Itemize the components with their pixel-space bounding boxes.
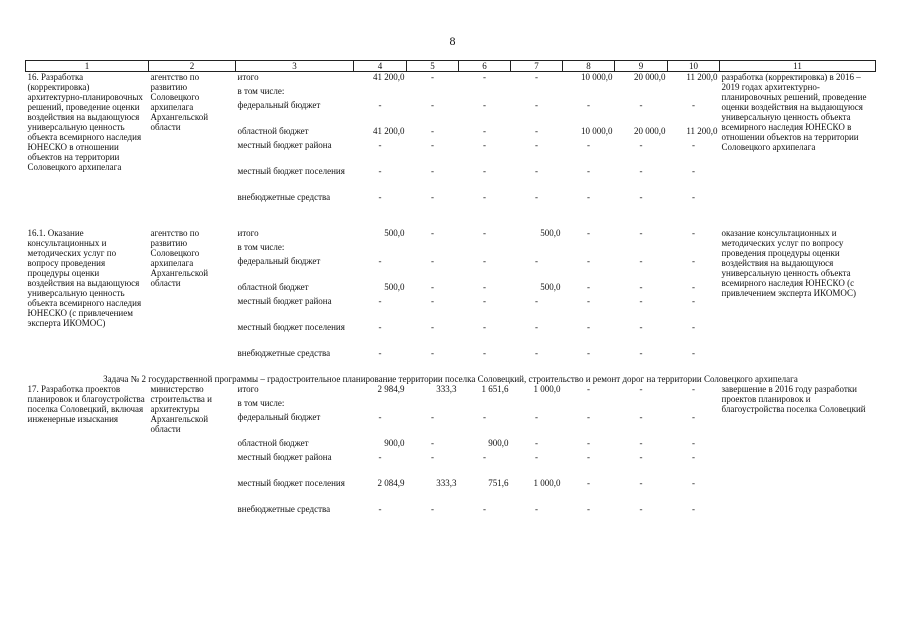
funding-source: в том числе: <box>237 241 285 252</box>
amount-cell: - <box>483 281 486 292</box>
column-header: 10 <box>668 61 720 72</box>
amount-cell: - <box>483 125 486 136</box>
amount-cell <box>511 242 563 256</box>
expected-result: оказание консультационных и методических услуг по вопросу проведения процедуры оценки воздействия на выдающуюся универсальную ценность объекта всемирного наследия ЮНЕСКО (с привлечением эксперта ИКОМОС) <box>721 227 856 298</box>
executor: министерство строительства и архитектуры Архангельской области <box>150 383 212 434</box>
amount-cell: - <box>639 281 643 292</box>
amount-cell: - <box>692 139 695 150</box>
amount-cell: - <box>639 321 643 332</box>
amount-cell: - <box>483 321 486 332</box>
measure-name: 16.1. Оказание консультационных и методических услуг по вопросу проведения процедуры оценки воздействия на выдающуюся универсальную ценность объекта всемирного наследия ЮНЕСКО (с привлечением эксперта ИКОМОС) <box>27 227 142 328</box>
amount-cell: - <box>535 347 538 358</box>
amount-cell <box>563 398 615 412</box>
amount-cell: - <box>535 191 538 202</box>
amount-cell: 1 000,0 <box>533 383 561 394</box>
amount-cell: - <box>378 451 382 462</box>
amount-cell: - <box>587 321 590 332</box>
amount-cell: - <box>483 139 486 150</box>
amount-cell <box>563 86 615 100</box>
amount-cell: - <box>378 191 382 202</box>
funding-source: местный бюджет поселения <box>237 477 345 488</box>
page-number: 8 <box>449 34 456 48</box>
amount-cell: 11 200,0 <box>686 72 718 82</box>
amount-cell: 1 000,0 <box>533 477 561 488</box>
amount-cell: - <box>431 227 434 238</box>
header-row <box>26 61 876 72</box>
amount-cell: - <box>639 165 643 176</box>
amount-cell: 500,0 <box>384 227 405 238</box>
task-heading: Задача № 2 государственной программы – градостроительное планирование территории поселка Соловецкий, строительство и ремонт дорог на территории Соловецкого архипелага <box>103 373 798 384</box>
amount-cell: - <box>378 411 382 422</box>
measure-name: 16. Разработка (корректировка) архитектурно-планировочных решений, проведение оценки воздействия на выдающуюся универсальную ценность объекта всемирного наследия ЮНЕСКО в отношении объектов на территории Соловецкого архипелага <box>27 72 143 172</box>
amount-cell: - <box>639 99 643 110</box>
task-row <box>26 374 876 384</box>
amount-cell: - <box>535 321 538 332</box>
amount-cell: - <box>587 411 590 422</box>
column-header: 1 <box>26 61 149 72</box>
amount-cell: - <box>378 165 382 176</box>
amount-cell: - <box>535 72 538 82</box>
funding-source: итого <box>237 227 259 238</box>
amount-cell: - <box>483 503 486 514</box>
amount-cell <box>615 86 668 100</box>
table-row <box>26 228 876 242</box>
amount-cell: - <box>692 191 695 202</box>
amount-cell <box>407 398 459 412</box>
amount-cell: - <box>483 255 486 266</box>
funding-source: федеральный бюджет <box>237 411 321 422</box>
column-header: 3 <box>236 61 354 72</box>
funding-source: внебюджетные средства <box>237 191 331 202</box>
amount-cell: - <box>639 383 643 394</box>
amount-cell <box>354 398 407 412</box>
amount-cell: - <box>483 165 486 176</box>
amount-cell <box>459 242 511 256</box>
funding-source: областной бюджет <box>237 281 309 292</box>
expected-result: завершение в 2016 году разработки проектов планировок и благоустройства поселка Соловецкий <box>721 383 866 414</box>
amount-cell: 500,0 <box>540 227 561 238</box>
amount-cell: - <box>639 227 643 238</box>
amount-cell: - <box>483 451 486 462</box>
amount-cell: - <box>483 411 486 422</box>
funding-source: областной бюджет <box>237 125 309 136</box>
funding-source: итого <box>237 383 259 394</box>
amount-cell: 333,3 <box>436 477 457 488</box>
amount-cell: - <box>639 437 643 448</box>
amount-cell <box>511 86 563 100</box>
amount-cell: - <box>587 503 590 514</box>
funding-source: местный бюджет района <box>237 139 332 150</box>
amount-cell: - <box>692 437 695 448</box>
amount-cell: - <box>431 255 434 266</box>
amount-cell: 2 984,9 <box>377 383 405 394</box>
amount-cell: - <box>692 383 695 394</box>
funding-source: местный бюджет района <box>237 295 332 306</box>
amount-cell: - <box>431 347 434 358</box>
funding-source: местный бюджет района <box>237 451 332 462</box>
amount-cell: - <box>431 321 434 332</box>
amount-cell: - <box>587 437 590 448</box>
funding-source: федеральный бюджет <box>237 99 321 110</box>
amount-cell: 10 000,0 <box>581 125 613 136</box>
amount-cell: - <box>692 255 695 266</box>
amount-cell: - <box>639 503 643 514</box>
amount-cell: - <box>692 451 695 462</box>
expected-result: разработка (корректировка) в 2016 – 2019 годах архитектурно-планировочных решений, проведение оценки воздействия на выдающуюся универсальную ценность объекта всемирного наследия ЮНЕСКО в отношении объектов на территории Соловецкого архипелага <box>721 72 867 152</box>
column-header: 5 <box>407 61 459 72</box>
amount-cell: - <box>587 255 590 266</box>
amount-cell: 20 000,0 <box>634 72 666 82</box>
amount-cell: - <box>587 295 590 306</box>
amount-cell <box>511 398 563 412</box>
amount-cell: 500,0 <box>384 281 405 292</box>
amount-cell <box>354 86 407 100</box>
amount-cell: - <box>483 72 486 82</box>
amount-cell <box>563 242 615 256</box>
program-table <box>25 60 876 530</box>
amount-cell: - <box>378 139 382 150</box>
column-header: 2 <box>149 61 236 72</box>
amount-cell: - <box>692 165 695 176</box>
amount-cell: - <box>378 255 382 266</box>
amount-cell: 2 084,9 <box>377 477 405 488</box>
spacer-row <box>26 218 876 228</box>
funding-source: местный бюджет поселения <box>237 165 345 176</box>
amount-cell: - <box>535 411 538 422</box>
amount-cell: - <box>431 125 434 136</box>
table-row <box>26 72 876 86</box>
amount-cell: - <box>378 347 382 358</box>
amount-cell <box>407 242 459 256</box>
amount-cell <box>459 398 511 412</box>
amount-cell: 20 000,0 <box>634 125 666 136</box>
amount-cell: - <box>535 139 538 150</box>
amount-cell: - <box>378 295 382 306</box>
amount-cell: - <box>431 191 434 202</box>
amount-cell: - <box>639 255 643 266</box>
amount-cell <box>407 86 459 100</box>
amount-cell: - <box>587 165 590 176</box>
amount-cell: - <box>378 99 382 110</box>
amount-cell: - <box>431 503 434 514</box>
funding-source: в том числе: <box>237 397 285 408</box>
column-header: 6 <box>459 61 511 72</box>
amount-cell: - <box>587 191 590 202</box>
amount-cell: - <box>639 451 643 462</box>
amount-cell: - <box>483 347 486 358</box>
amount-cell: - <box>692 321 695 332</box>
amount-cell: - <box>587 227 590 238</box>
amount-cell: - <box>431 411 434 422</box>
amount-cell: - <box>431 451 434 462</box>
amount-cell: - <box>692 99 695 110</box>
amount-cell: 900,0 <box>384 437 405 448</box>
amount-cell: 900,0 <box>488 437 509 448</box>
amount-cell: - <box>587 139 590 150</box>
amount-cell: - <box>639 295 643 306</box>
amount-cell <box>615 398 668 412</box>
amount-cell: - <box>587 451 590 462</box>
funding-source: федеральный бюджет <box>237 255 321 266</box>
amount-cell <box>459 86 511 100</box>
amount-cell: - <box>535 255 538 266</box>
executor: агентство по развитию Соловецкого архипелага Архангельской области <box>150 227 209 288</box>
amount-cell: - <box>692 281 695 292</box>
amount-cell <box>668 242 720 256</box>
amount-cell: - <box>431 99 434 110</box>
column-header: 11 <box>720 61 876 72</box>
column-header: 9 <box>615 61 668 72</box>
amount-cell: - <box>483 191 486 202</box>
amount-cell: - <box>692 227 695 238</box>
amount-cell: 333,3 <box>436 383 457 394</box>
measure-name: 17. Разработка проектов планировок и благоустройства поселка Соловецкий, включая инженерные изыскания <box>27 383 145 424</box>
amount-cell: 11 200,0 <box>686 125 718 136</box>
amount-cell: 41 200,0 <box>373 125 405 136</box>
amount-cell: - <box>639 347 643 358</box>
amount-cell: - <box>378 321 382 332</box>
amount-cell: - <box>431 72 434 82</box>
amount-cell <box>615 242 668 256</box>
table-row <box>26 384 876 398</box>
amount-cell: - <box>431 437 434 448</box>
amount-cell: 41 200,0 <box>373 72 405 82</box>
funding-source: внебюджетные средства <box>237 347 331 358</box>
funding-source: местный бюджет поселения <box>237 321 345 332</box>
amount-cell: - <box>535 99 538 110</box>
amount-cell: - <box>639 477 643 488</box>
amount-cell: - <box>431 295 434 306</box>
amount-cell: - <box>431 281 434 292</box>
amount-cell: - <box>483 227 486 238</box>
amount-cell <box>354 242 407 256</box>
amount-cell: 10 000,0 <box>581 72 613 82</box>
column-header: 4 <box>354 61 407 72</box>
funding-source: внебюджетные средства <box>237 503 331 514</box>
amount-cell: - <box>692 503 695 514</box>
column-header: 7 <box>511 61 563 72</box>
amount-cell <box>668 398 720 412</box>
amount-cell: - <box>535 451 538 462</box>
amount-cell: - <box>431 165 434 176</box>
amount-cell: - <box>535 437 538 448</box>
funding-source: итого <box>237 72 259 82</box>
funding-source: областной бюджет <box>237 437 309 448</box>
amount-cell: 751,6 <box>488 477 509 488</box>
amount-cell: - <box>692 477 695 488</box>
column-header: 8 <box>563 61 615 72</box>
amount-cell: - <box>535 295 538 306</box>
amount-cell: - <box>587 281 590 292</box>
amount-cell: - <box>587 477 590 488</box>
amount-cell: - <box>692 347 695 358</box>
amount-cell: - <box>639 139 643 150</box>
amount-cell: - <box>587 347 590 358</box>
amount-cell: - <box>535 503 538 514</box>
amount-cell: - <box>431 139 434 150</box>
amount-cell: - <box>587 383 590 394</box>
amount-cell <box>668 86 720 100</box>
amount-cell: - <box>639 411 643 422</box>
amount-cell: 500,0 <box>540 281 561 292</box>
spacer <box>26 218 876 228</box>
amount-cell: - <box>587 99 590 110</box>
amount-cell: - <box>483 99 486 110</box>
amount-cell: - <box>692 295 695 306</box>
amount-cell: - <box>535 125 538 136</box>
amount-cell: 1 651,6 <box>481 383 509 394</box>
funding-source: в том числе: <box>237 85 285 96</box>
amount-cell: - <box>639 191 643 202</box>
amount-cell: - <box>378 503 382 514</box>
executor: агентство по развитию Соловецкого архипелага Архангельской области <box>150 72 209 132</box>
amount-cell: - <box>483 295 486 306</box>
amount-cell: - <box>535 165 538 176</box>
amount-cell: - <box>692 411 695 422</box>
